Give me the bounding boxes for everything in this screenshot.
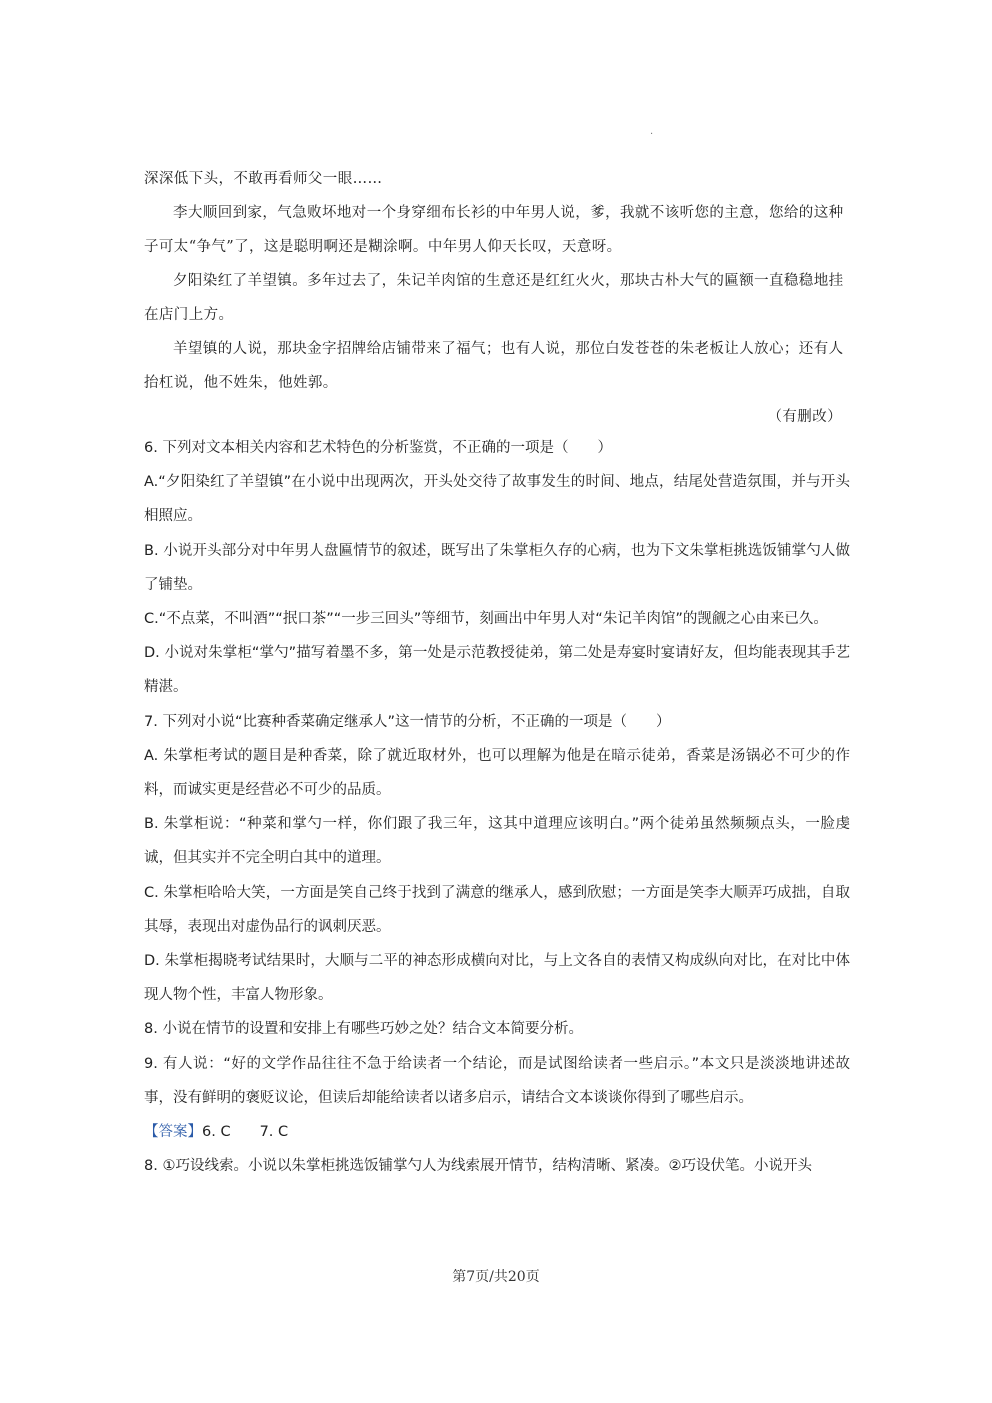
question-6-option-d: D. 小说对朱掌柜“掌勺”描写着墨不多，第一处是示范教授徒弟，第二处是寿宴时宴请好友，但均能表现其手艺精湛。 bbox=[144, 645, 850, 696]
stray-dot: . bbox=[650, 126, 654, 137]
story-paragraph: 李大顺回到家，气急败坏地对一个身穿细布长衫的中年男人说，爹，我就不该听您的主意，您给的这种子可太“争气”了，这是聪明啊还是糊涂啊。中年男人仰天长叹，天意呀。 bbox=[144, 205, 844, 255]
story-paragraph: 深深低下头，不敢再看师父一眼…… bbox=[144, 171, 383, 187]
question-6-option-a: A.“夕阳染红了羊望镇”在小说中出现两次，开头处交待了故事发生的时间、地点，结尾处营造氛围，并与开头相照应。 bbox=[144, 474, 850, 525]
answer-tag: 【答案】 bbox=[144, 1124, 202, 1141]
story-paragraph: 夕阳染红了羊望镇。多年过去了，朱记羊肉馆的生意还是红红火火，那块古朴大气的匾额一直稳稳地挂在店门上方。 bbox=[144, 273, 844, 323]
question-7-option-c: C. 朱掌柜哈哈大笑，一方面是笑自己终于找到了满意的继承人，感到欣慰；一方面是笑李大顺弄巧成拙，自取其辱，表现出对虚伪品行的讽刺厌恶。 bbox=[144, 884, 850, 935]
question-6: 6. 下列对文本相关内容和艺术特色的分析鉴赏，不正确的一项是（ ） bbox=[144, 440, 612, 456]
question-section bbox=[144, 431, 850, 1183]
page-number: 第7页/共20页 bbox=[452, 1269, 540, 1285]
question-9: 9. 有人说：“好的文学作品往往不急于给读者一个结论，而是试图给读者一些启示。”本文只是淡淡地讲述故事，没有鲜明的褒贬议论，但读后却能给读者以诸多启示，请结合文本谈谈你得到了哪些启示。 bbox=[144, 1055, 850, 1106]
answer-8: 8. ①巧设线索。小说以朱掌柜挑选饭铺掌勺人为线索展开情节，结构清晰、紧凑。②巧设伏笔。小说开头 bbox=[144, 1158, 812, 1175]
story-excerpt bbox=[144, 162, 850, 434]
question-6-option-c: C.“不点菜，不叫酒”“抿口茶”“一步三回头”等细节，刻画出中年男人对“朱记羊肉馆”的觊觎之心由来已久。 bbox=[144, 611, 828, 628]
question-6-option-b: B. 小说开头部分对中年男人盘匾情节的叙述，既写出了朱掌柜久存的心病，也为下文朱掌柜挑选饭铺掌勺人做了铺垫。 bbox=[144, 542, 850, 593]
question-7-option-d: D. 朱掌柜揭晓考试结果时，大顺与二平的神态形成横向对比，与上文各自的表情又构成纵向对比，在对比中体现人物个性，丰富人物形象。 bbox=[144, 953, 850, 1004]
question-7-option-b: B. 朱掌柜说：“种菜和掌勺一样，你们跟了我三年，这其中道理应该明白。”两个徒弟虽然频频点头，一脸虔诚，但其实并不完全明白其中的道理。 bbox=[144, 816, 850, 867]
answer-text: 6. C 7. C bbox=[202, 1124, 289, 1141]
source-note: （有删改） bbox=[767, 409, 842, 425]
question-7-option-a: A. 朱掌柜考试的题目是种香菜，除了就近取材外，也可以理解为他是在暗示徒弟，香菜是汤锅必不可少的作料，而诚实更是经营必不可少的品质。 bbox=[144, 747, 850, 799]
question-8: 8. 小说在情节的设置和安排上有哪些巧妙之处？结合文本简要分析。 bbox=[144, 1021, 583, 1038]
answer-line bbox=[144, 1115, 850, 1149]
story-paragraph: 羊望镇的人说，那块金字招牌给店铺带来了福气；也有人说，那位白发苍苍的朱老板让人放心；还有人抬杠说，他不姓朱，他姓郭。 bbox=[144, 341, 844, 391]
question-7: 7. 下列对小说“比赛种香菜确定继承人”这一情节的分析，不正确的一项是（ ） bbox=[144, 713, 671, 730]
